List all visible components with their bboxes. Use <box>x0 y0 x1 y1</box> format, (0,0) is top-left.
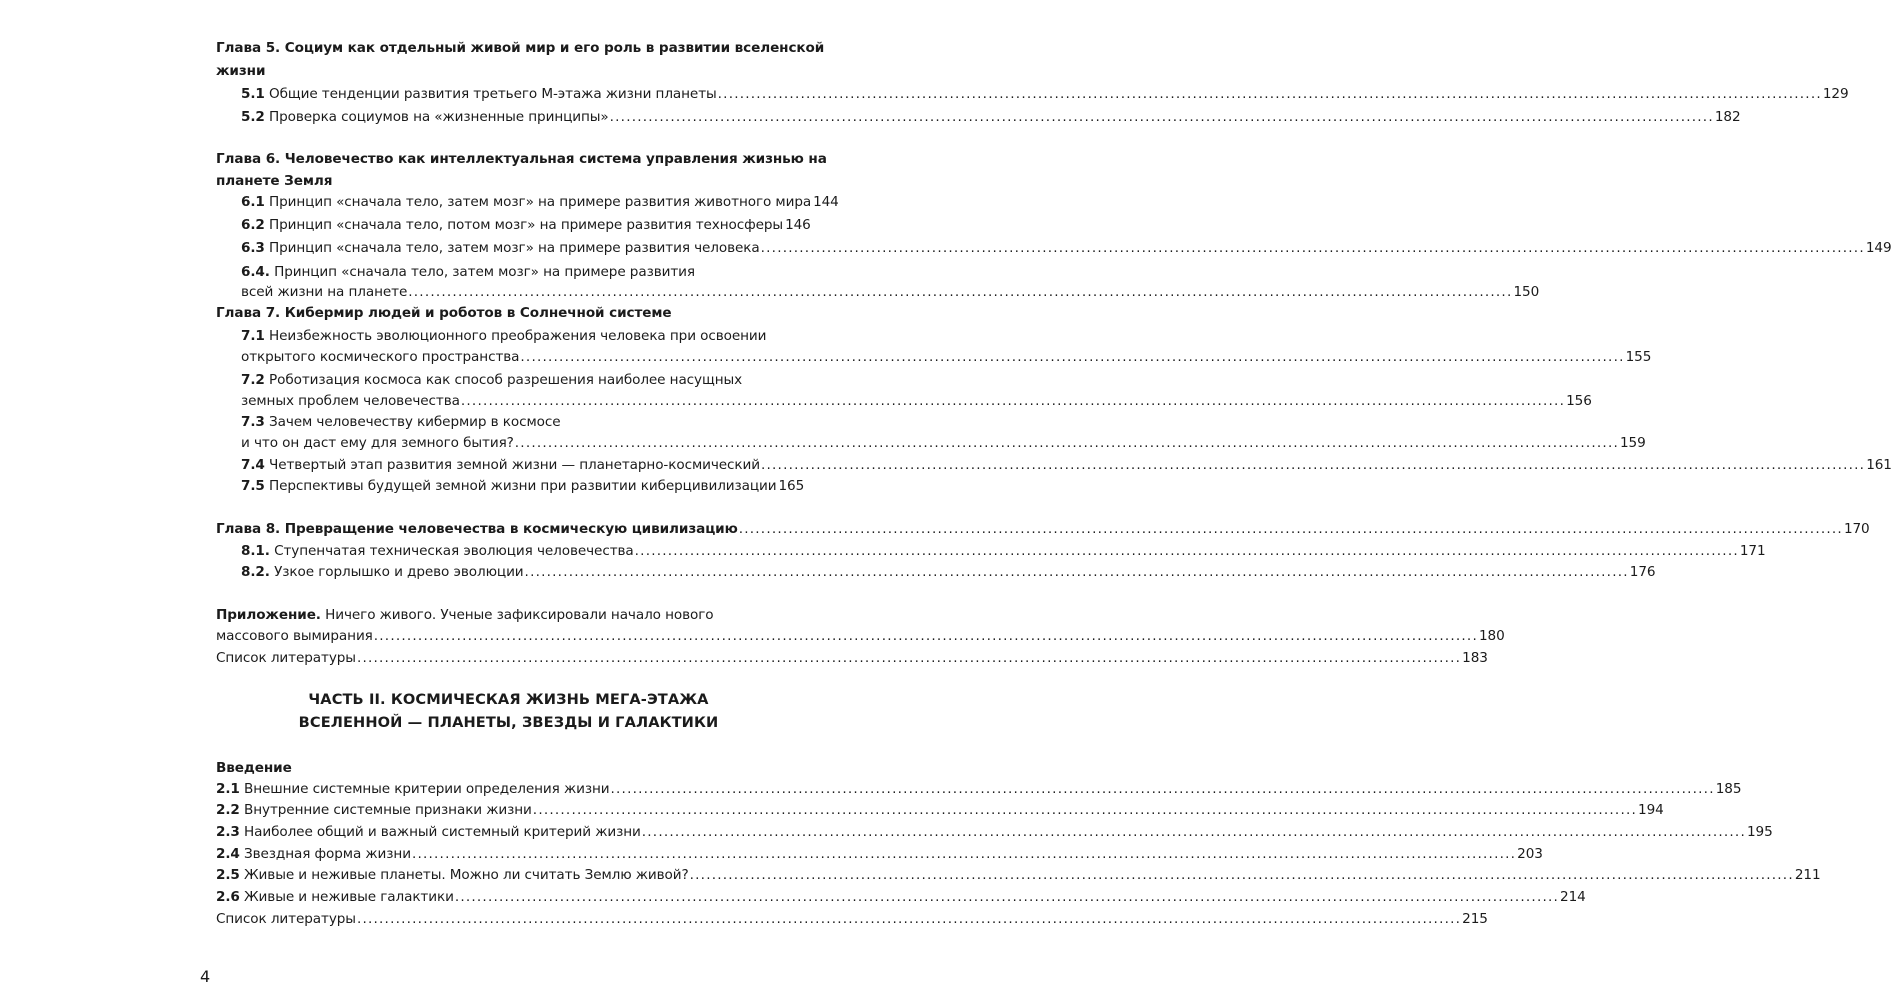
toc-entry-7-4[interactable]: 7.4 Четвертый этап развития земной жизни — планетарно-космический ..... 161 <box>241 454 801 476</box>
references-part2[interactable]: Список литературы ..... 215 <box>216 908 801 930</box>
toc-entry-6-2[interactable]: 6.2 Принцип «сначала тело, потом мозг» на примере развития техносферы ..... 146 <box>241 214 801 236</box>
chapter-5-title-line1: Глава 5. Социум как отдельный живой мир и его роль в развитии вселенской <box>216 40 825 56</box>
page-ref: 149 <box>1865 240 1892 256</box>
part-2-introduction[interactable]: Введение <box>216 760 292 776</box>
page-ref: 155 <box>1625 349 1652 365</box>
toc-entry-7-3-line1[interactable]: 7.3 Зачем человечеству кибермир в космосе <box>241 414 561 430</box>
page-ref: 170 <box>1843 521 1870 537</box>
toc-entry-2-4[interactable]: 2.4 Звездная форма жизни ..... 203 <box>216 843 801 865</box>
dot-leader <box>532 799 1637 821</box>
dot-leader <box>689 864 1794 886</box>
toc-entry-7-1-line1[interactable]: 7.1 Неизбежность эволюционного преображения человека при освоении <box>241 328 767 344</box>
dot-leader <box>356 908 1461 930</box>
toc-entry-6-4-line2[interactable]: всей жизни на планете ..... 150 <box>241 281 801 303</box>
dot-leader <box>519 346 1624 368</box>
page-ref: 176 <box>1629 564 1656 580</box>
dot-leader <box>407 281 1512 303</box>
page-ref: 195 <box>1746 824 1773 840</box>
toc-entry-8-1[interactable]: 8.1. Ступенчатая техническая эволюция человечества ..... 171 <box>241 540 801 562</box>
dot-leader <box>641 821 1746 843</box>
page-number: 4 <box>200 967 211 986</box>
toc-entry-6-4-line1[interactable]: 6.4. Принцип «сначала тело, затем мозг» на примере развития <box>241 264 695 280</box>
dot-leader <box>634 540 1739 562</box>
page-ref: 215 <box>1462 911 1488 927</box>
page-ref: 165 <box>778 478 805 494</box>
chapter-7-title: Глава 7. Кибермир людей и роботов в Солнечной системе <box>216 305 672 321</box>
page-ref: 150 <box>1513 284 1540 300</box>
page-ref: 129 <box>1822 86 1849 102</box>
chapter-6-title-line1: Глава 6. Человечество как интеллектуальная система управления жизнью на <box>216 151 827 167</box>
part-2-heading-line2: ВСЕЛЕННОЙ — ПЛАНЕТЫ, ЗВЕЗДЫ И ГАЛАКТИКИ <box>298 714 719 731</box>
page-ref: 144 <box>813 194 839 210</box>
toc-entry-8-2[interactable]: 8.2. Узкое горлышко и древо эволюции ..... 176 <box>241 561 801 583</box>
toc-entry-2-2[interactable]: 2.2 Внутренние системные признаки жизни ..... 194 <box>216 799 801 821</box>
appendix-line1[interactable]: Приложение. Ничего живого. Ученые зафиксировали начало нового <box>216 607 714 623</box>
dot-leader <box>738 518 1843 540</box>
dot-leader <box>760 237 1865 259</box>
dot-leader <box>454 886 1559 908</box>
toc-entry-6-1[interactable]: 6.1 Принцип «сначала тело, затем мозг» на примере развития животного мира ..... 144 <box>241 191 801 213</box>
page-ref: 214 <box>1560 889 1586 905</box>
page-ref: 203 <box>1517 846 1543 862</box>
toc-entry-2-6[interactable]: 2.6 Живые и неживые галактики ..... 214 <box>216 886 801 908</box>
toc-entry-5-2[interactable]: 5.2 Проверка социумов на «жизненные принципы» ..... 182 <box>241 106 801 128</box>
dot-leader <box>717 83 1822 105</box>
toc-entry-6-3[interactable]: 6.3 Принцип «сначала тело, затем мозг» на примере развития человека ..... 149 <box>241 237 801 259</box>
page-ref: 146 <box>785 217 811 233</box>
dot-leader <box>514 432 1619 454</box>
toc-entry-2-3[interactable]: 2.3 Наиболее общий и важный системный критерий жизни ..... 195 <box>216 821 801 843</box>
toc-entry-2-1[interactable]: 2.1 Внешние системные критерии определения жизни ..... 185 <box>216 778 801 800</box>
page-ref: 156 <box>1566 393 1592 409</box>
dot-leader <box>460 390 1565 412</box>
toc-entry-2-5[interactable]: 2.5 Живые и неживые планеты. Можно ли считать Землю живой? ..... 211 <box>216 864 801 886</box>
toc-entry-7-1-line2[interactable]: открытого космического пространства ..... 155 <box>241 346 801 368</box>
references-part1[interactable]: Список литературы ..... 183 <box>216 647 801 669</box>
page-ref: 182 <box>1714 109 1741 125</box>
toc-entry-7-2-line2[interactable]: земных проблем человечества ..... 156 <box>241 390 801 412</box>
page-ref: 194 <box>1638 802 1664 818</box>
dot-leader <box>524 561 1629 583</box>
chapter-6-title-line2: планете Земля <box>216 173 333 189</box>
chapter-5-title-line2: жизни <box>216 63 266 79</box>
dot-leader <box>411 843 1516 865</box>
dot-leader <box>356 647 1461 669</box>
chapter-8-title[interactable]: Глава 8. Превращение человечества в космическую цивилизацию ..... 170 <box>216 518 801 540</box>
page-ref: 161 <box>1866 457 1892 473</box>
page-ref: 185 <box>1715 781 1742 797</box>
dot-leader <box>373 625 1478 647</box>
appendix-line2[interactable]: массового вымирания ..... 180 <box>216 625 801 647</box>
page-ref: 183 <box>1462 650 1488 666</box>
page-ref: 171 <box>1739 543 1766 559</box>
page-ref: 211 <box>1794 867 1821 883</box>
toc-entry-5-1[interactable]: 5.1 Общие тенденции развития третьего М-этажа жизни планеты ..... 129 <box>241 83 801 105</box>
dot-leader <box>610 778 1715 800</box>
toc-entry-7-3-line2[interactable]: и что он даст ему для земного бытия? ..... 159 <box>241 432 801 454</box>
toc-entry-7-2-line1[interactable]: 7.2 Роботизация космоса как способ разрешения наиболее насущных <box>241 372 743 388</box>
dot-leader <box>609 106 1714 128</box>
toc-entry-7-5[interactable]: 7.5 Перспективы будущей земной жизни при развитии киберцивилизации ..... 165 <box>241 475 801 497</box>
page-ref: 180 <box>1478 628 1505 644</box>
page-ref: 159 <box>1620 435 1646 451</box>
part-2-heading-line1: ЧАСТЬ II. КОСМИЧЕСКАЯ ЖИЗНЬ МЕГА-ЭТАЖА <box>308 691 709 708</box>
dot-leader <box>760 454 1865 476</box>
